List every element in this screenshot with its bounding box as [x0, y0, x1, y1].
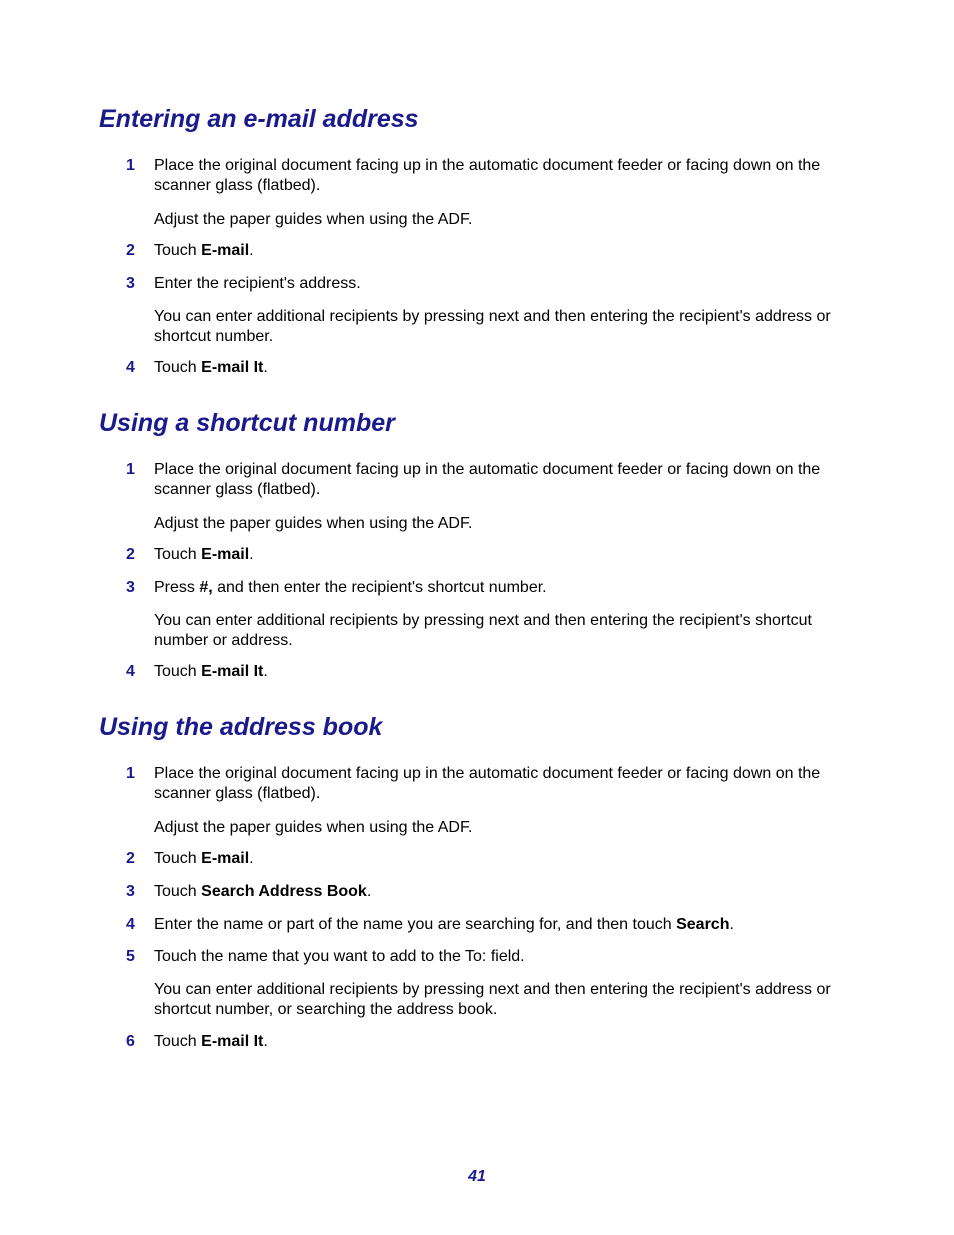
step-number: 3	[126, 883, 135, 900]
step-number: 4	[126, 916, 135, 933]
step-number: 2	[126, 850, 135, 867]
step-text: Touch E-mail.	[154, 850, 254, 867]
step-note: You can enter additional recipients by pressing next and then entering the recipient's address or shortcut number, or searching the address book.	[154, 981, 831, 1018]
step-text: Touch E-mail.	[154, 546, 254, 563]
step-text: Place the original document facing up in the automatic document feeder or facing down on the scanner glass (flatbed).	[154, 461, 821, 498]
section-heading: Using a shortcut number	[99, 409, 395, 437]
step-note: Adjust the paper guides when using the ADF.	[154, 515, 473, 532]
step-text: Enter the name or part of the name you are searching for, and then touch Search.	[154, 916, 734, 933]
step-text: Touch the name that you want to add to the To: field.	[154, 948, 525, 965]
step-number: 3	[126, 275, 135, 292]
step-text: Touch E-mail It.	[154, 359, 268, 376]
step-note: Adjust the paper guides when using the ADF.	[154, 211, 473, 228]
step-note: You can enter additional recipients by pressing next and then entering the recipient's address or shortcut number.	[154, 308, 831, 345]
step-text: Touch E-mail It.	[154, 1033, 268, 1050]
step-text: Touch E-mail.	[154, 242, 254, 259]
step-number: 2	[126, 242, 135, 259]
section-heading: Using the address book	[99, 713, 383, 741]
step-text: Place the original document facing up in the automatic document feeder or facing down on the scanner glass (flatbed).	[154, 157, 821, 194]
step-number: 1	[126, 461, 135, 478]
step-text: Touch Search Address Book.	[154, 883, 372, 900]
step-text: Press #, and then enter the recipient's shortcut number.	[154, 579, 547, 596]
step-text: Place the original document facing up in the automatic document feeder or facing down on the scanner glass (flatbed).	[154, 765, 821, 802]
step-number: 2	[126, 546, 135, 563]
step-number: 4	[126, 359, 135, 376]
step-text: Enter the recipient's address.	[154, 275, 361, 292]
step-number: 3	[126, 579, 135, 596]
step-number: 1	[126, 765, 135, 782]
step-note: Adjust the paper guides when using the ADF.	[154, 819, 473, 836]
step-number: 6	[126, 1033, 135, 1050]
page-number: 41	[468, 1168, 486, 1185]
step-number: 4	[126, 663, 135, 680]
section-heading: Entering an e-mail address	[99, 105, 419, 133]
step-number: 1	[126, 157, 135, 174]
step-note: You can enter additional recipients by pressing next and then entering the recipient's shortcut number or address.	[154, 612, 812, 649]
step-number: 5	[126, 948, 135, 965]
step-text: Touch E-mail It.	[154, 663, 268, 680]
